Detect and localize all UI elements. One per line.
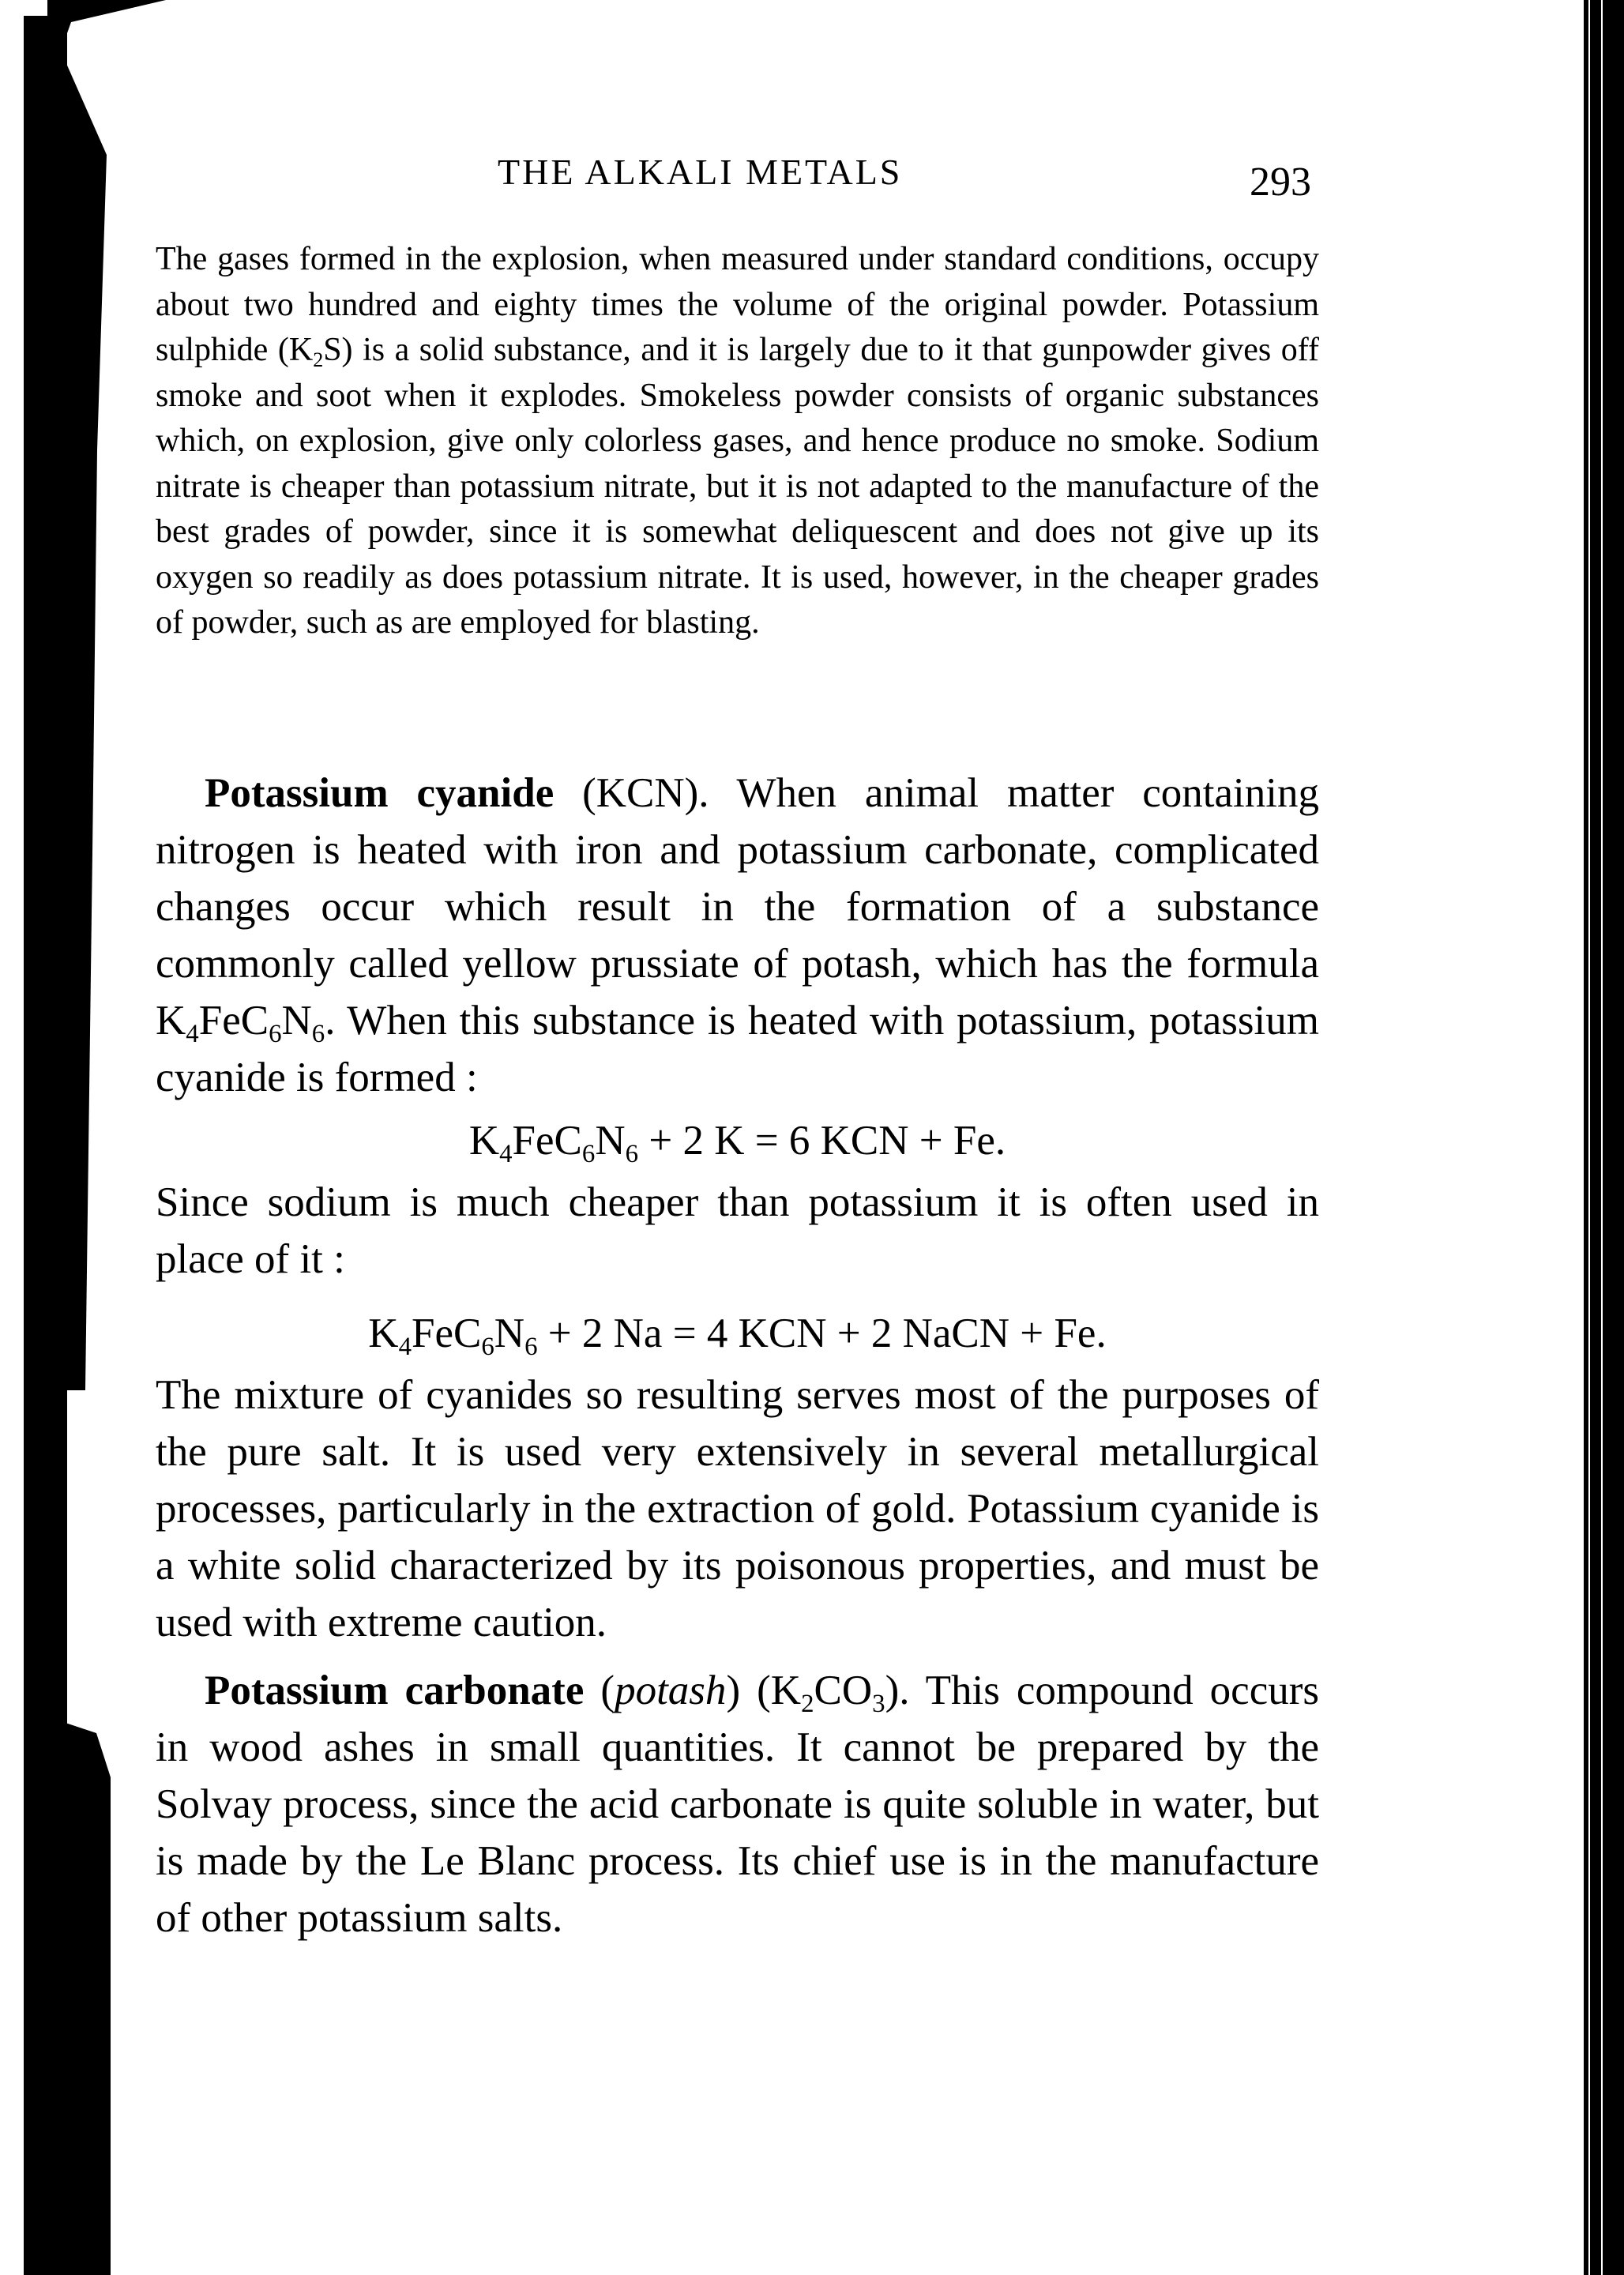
binding-shadow-left [16,0,118,2275]
cyanide-intro: Potassium cyanide (KCN). When animal matter containing nitrogen is heated with iron and potassium carbonate, complicated changes occur which result in the formation of a substance commonly called yellow prussiate of potash, which has the formula $K_4FeC_6N_6$. When this substance is heated with potassium, potassium cyanide is formed : [156,770,1319,1100]
equation-sodium: $K_4FeC_6N_6 + 2$ Na = 4 KCN + 2 NaCN + Fe. [368,1310,1107,1361]
page-number: 293 [1250,160,1311,205]
running-title: THE ALKALI METALS [498,152,903,192]
equation-potassium: $K_4FeC_6N_6 + 2$ K = 6 KCN + Fe. [468,1118,1006,1168]
sodium-substitution-text: Since sodium is much cheaper than potassium it is often used in place of it : [156,1179,1319,1282]
cyanide-uses-text: The mixture of cyanides so resulting serves most of the purposes of the pure salt. It is used very extensively in several metallurgical processes, particularly in the extraction of gold. Potassium cyanide is a white solid characterized by its poisonous properties, and must be used with extreme caution. [156,1372,1319,1645]
running-header [158,146,1327,205]
section-potassium-carbonate: Potassium carbonate (potash) $(K_2CO_3)$. This compound occurs in wood ashes in small quantities. It cannot be prepared by the Solvay process, since the acid carbonate is quite soluble in water, but is made by the Le Blanc process. Its chief use is in the manufacture of other potassium salts. [156,1668,1319,1941]
section-heading: Potassium cyanide [205,770,554,816]
alt-name: potash [615,1668,727,1713]
paragraph-gunpowder [156,237,1319,646]
binding-shadow-band [63,1722,111,2275]
paragraph-text: The gases formed in the explosion, when measured under standard conditions, occupy about two hundred and eighty times the volume of the original powder. Potassium sulphide $(K_2S)$ is a solid substance, and it is largely due to it that gunpowder gives off smoke and soot when it explodes. Smokeless powder consists of organic substances which, on explosion, give only colorless gases, and hence produce no smoke. Sodium nitrate is cheaper than potassium nitrate, but it is not adapted to the manufacture of the best grades of powder, since it is somewhat deliquescent and does not give up its oxygen so readily as does potassium nitrate. It is used, however, in the cheaper grades of powder, such as are employed for blasting. [156,241,1319,641]
section-heading: Potassium carbonate [205,1668,585,1713]
page-edge-right [1584,0,1624,2275]
binding-shadow-band [59,47,107,1390]
section-potassium-cyanide [156,765,1319,1946]
